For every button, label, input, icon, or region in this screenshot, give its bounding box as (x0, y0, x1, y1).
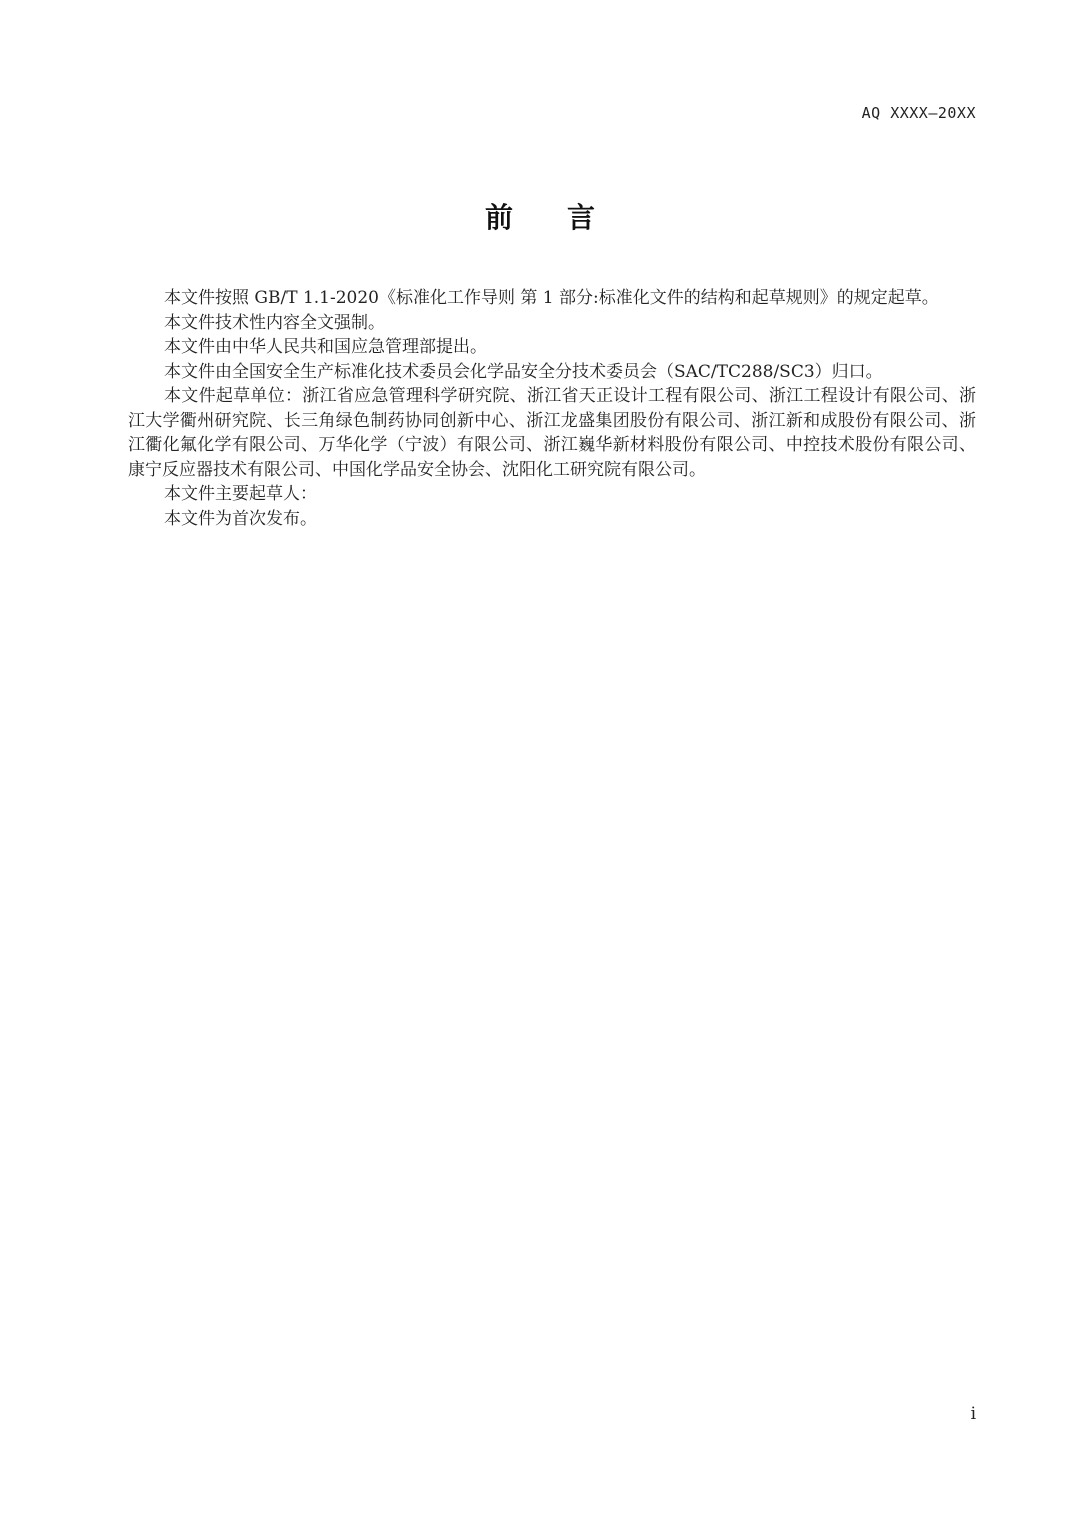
page-title: 前言 (484, 201, 649, 234)
paragraph-drafting-units: 本文件起草单位：浙江省应急管理科学研究院、浙江省天正设计工程有限公司、浙江工程设计有限公司、浙江大学衢州研究院、长三角绿色制药协同创新中心、浙江龙盛集团股份有限公司、浙江新和成股份有限公司、浙江衢化氟化学有限公司、万华化学（宁波）有限公司、浙江巍华新材料股份有限公司、中控技术股份有限公司、康宁反应器技术有限公司、中国化学品安全协会、沈阳化工研究院有限公司。 (128, 386, 976, 480)
paragraph-under-jurisdiction: 本文件由全国安全生产标准化技术委员会化学品安全分技术委员会（SAC/TC288/SC3）归口。 (164, 361, 883, 382)
paragraph-mandatory: 本文件技术性内容全文强制。 (164, 312, 385, 333)
paragraph-proposed-by: 本文件由中华人民共和国应急管理部提出。 (164, 337, 487, 357)
paragraph-main-drafters: 本文件主要起草人： (164, 484, 317, 504)
document-code: AQ XXXX—20XX (861, 104, 976, 122)
paragraph-drafting-rules: 本文件按照 GB/T 1.1-2020《标准化工作导则 第 1 部分:标准化文件的结构和起草规则》的规定起草。 (164, 288, 939, 308)
page-number: i (970, 1404, 976, 1424)
paragraph-first-release: 本文件为首次发布。 (164, 508, 317, 529)
foreword-body (128, 286, 976, 531)
